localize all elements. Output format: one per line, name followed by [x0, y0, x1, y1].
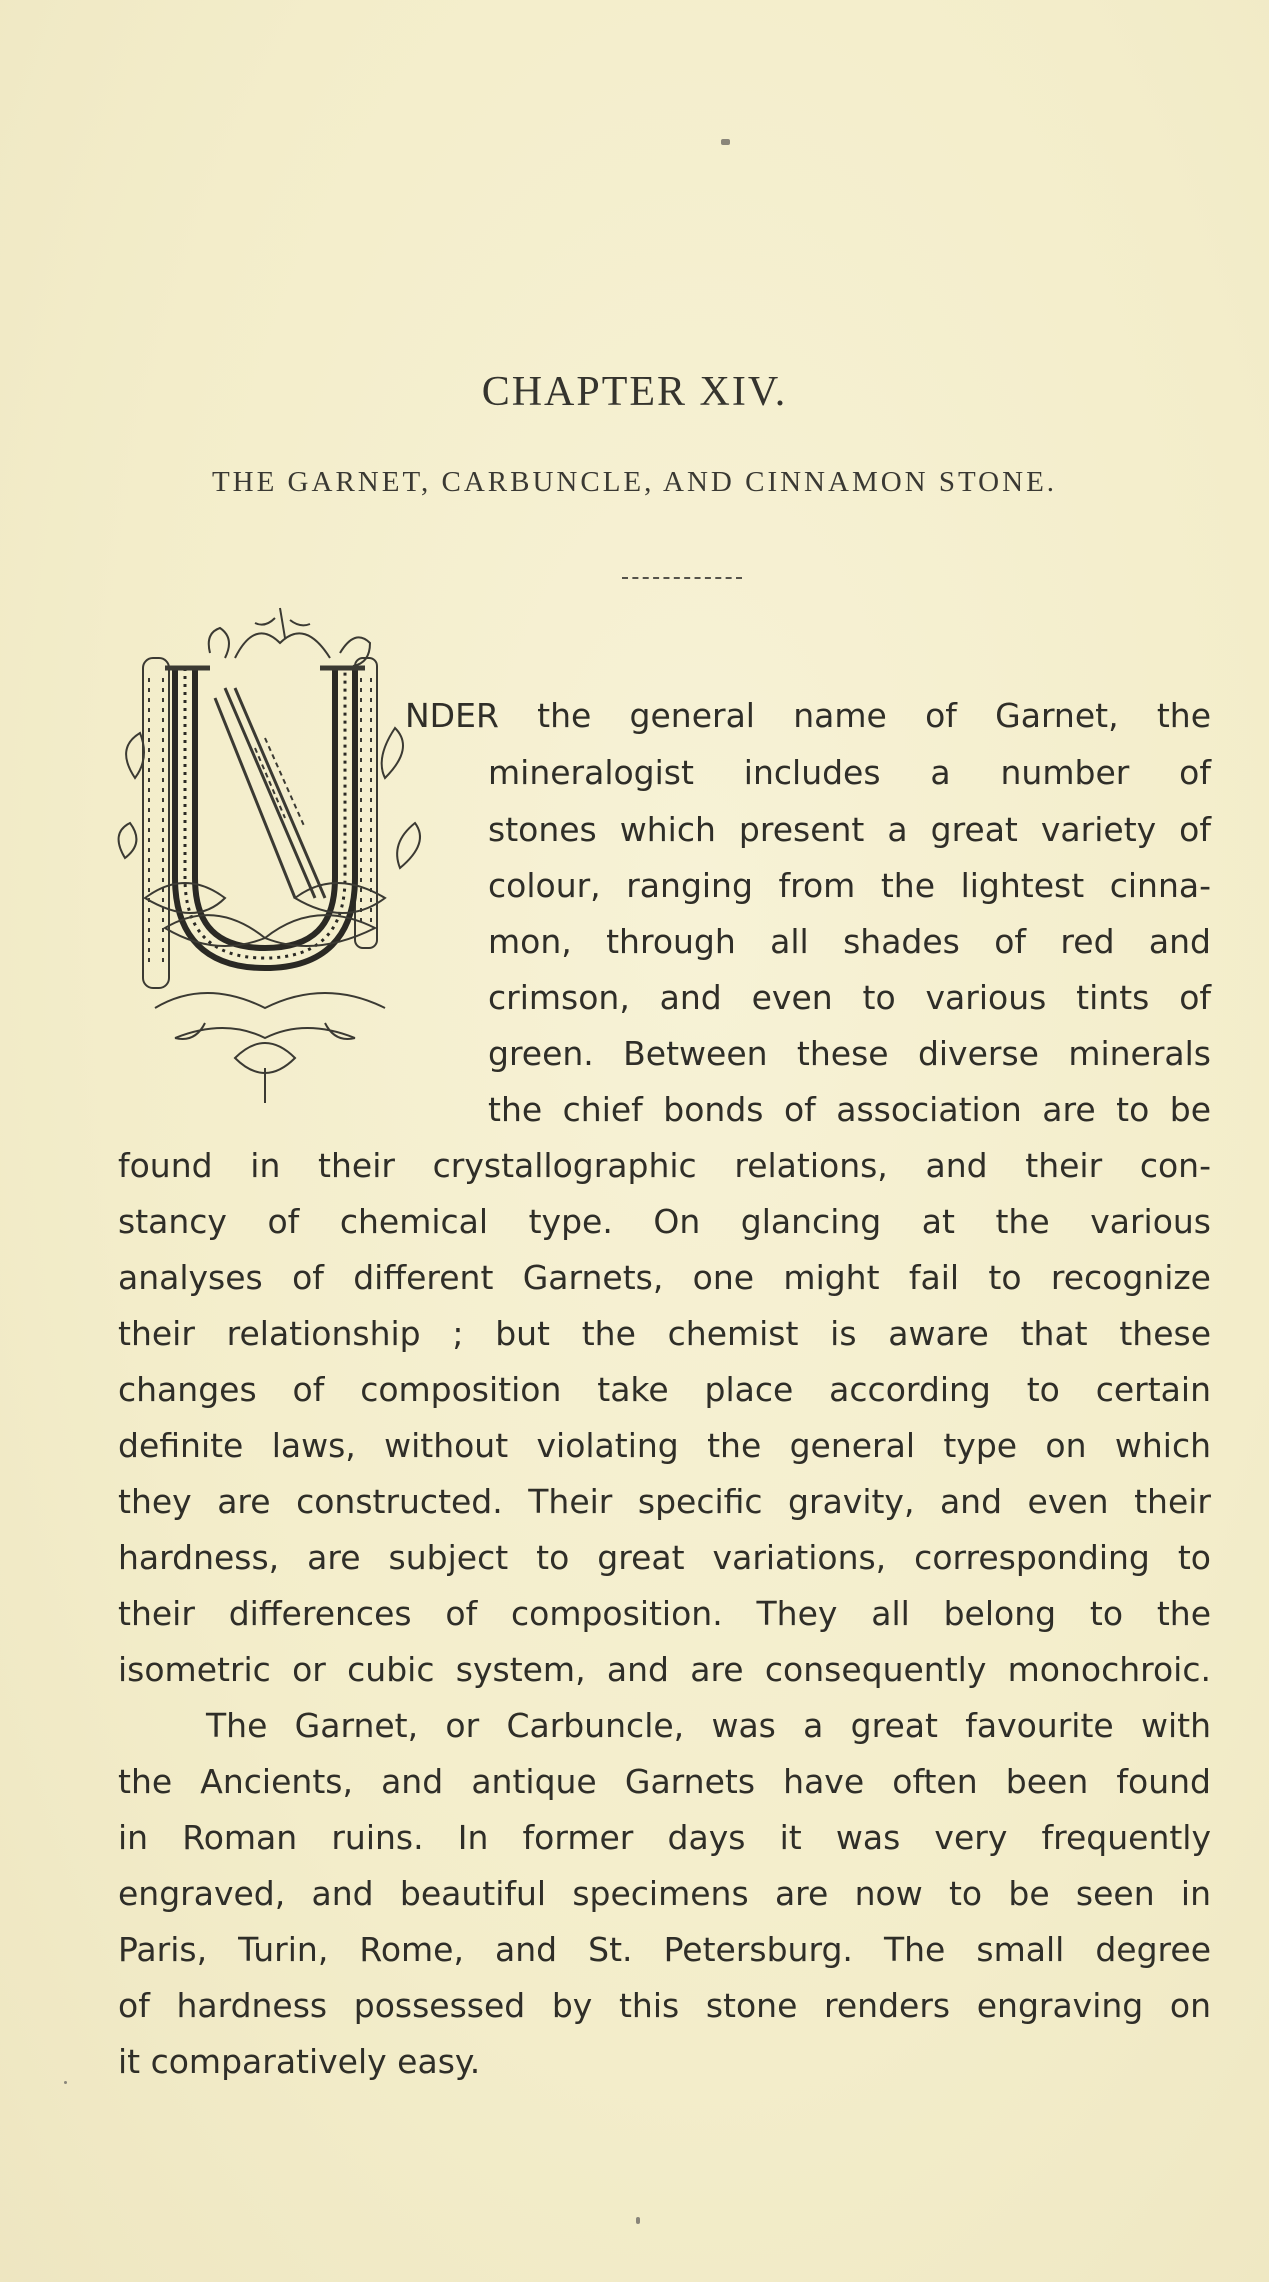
text-line: The Garnet, or Carbuncle, was a great favourite with	[206, 1706, 1211, 1745]
text-line: crimson, and even to various tints of	[488, 978, 1211, 1017]
text-line: changes of composition take place according to certain	[118, 1370, 1211, 1409]
text-line: the chief bonds of association are to be	[488, 1090, 1211, 1129]
ink-speck	[636, 2217, 640, 2224]
text-line: colour, ranging from the lightest cinna-	[488, 866, 1211, 905]
text-line: they are constructed. Their specific gravity, and even their	[118, 1482, 1211, 1521]
text-line: in Roman ruins. In former days it was very frequently	[118, 1818, 1211, 1857]
text-line: their differences of composition. They all belong to the	[118, 1594, 1211, 1633]
chapter-title: CHAPTER XIV.	[481, 369, 788, 415]
text-line: engraved, and beautiful specimens are now to be seen in	[118, 1874, 1211, 1913]
text-line: their relationship ; but the chemist is aware that these	[118, 1314, 1211, 1353]
text-line: the Ancients, and antique Garnets have often been found	[118, 1762, 1211, 1801]
chapter-subtitle: THE GARNET, CARBUNCLE, AND CINNAMON STONE.	[211, 466, 1058, 498]
text-line: stancy of chemical type. On glancing at the various	[118, 1202, 1211, 1241]
text-line: isometric or cubic system, and are consequently monochroic.	[118, 1650, 1211, 1689]
text-line: NDER the general name of Garnet, the	[405, 696, 1211, 735]
text-line: Paris, Turin, Rome, and St. Petersburg. The small degree	[118, 1930, 1211, 1969]
text-line: mineralogist includes a number of	[488, 753, 1211, 792]
text-line: green. Between these diverse minerals	[488, 1034, 1211, 1073]
text-line: found in their crystallographic relations, and their con-	[118, 1146, 1211, 1185]
text-line: definite laws, without violating the general type on which	[118, 1426, 1211, 1465]
text-line: it comparatively easy.	[118, 2042, 481, 2081]
text-line: hardness, are subject to great variations, corresponding to	[118, 1538, 1211, 1577]
text-line: mon, through all shades of red and	[488, 922, 1211, 961]
section-rule	[622, 577, 742, 579]
text-line: analyses of different Garnets, one might fail to recognize	[118, 1258, 1211, 1297]
ink-speck	[721, 139, 730, 145]
ink-speck	[64, 2081, 67, 2084]
text-line: stones which present a great variety of	[488, 810, 1211, 849]
ornamental-dropcap	[115, 598, 445, 1108]
text-line: of hardness possessed by this stone renders engraving on	[118, 1986, 1211, 2025]
